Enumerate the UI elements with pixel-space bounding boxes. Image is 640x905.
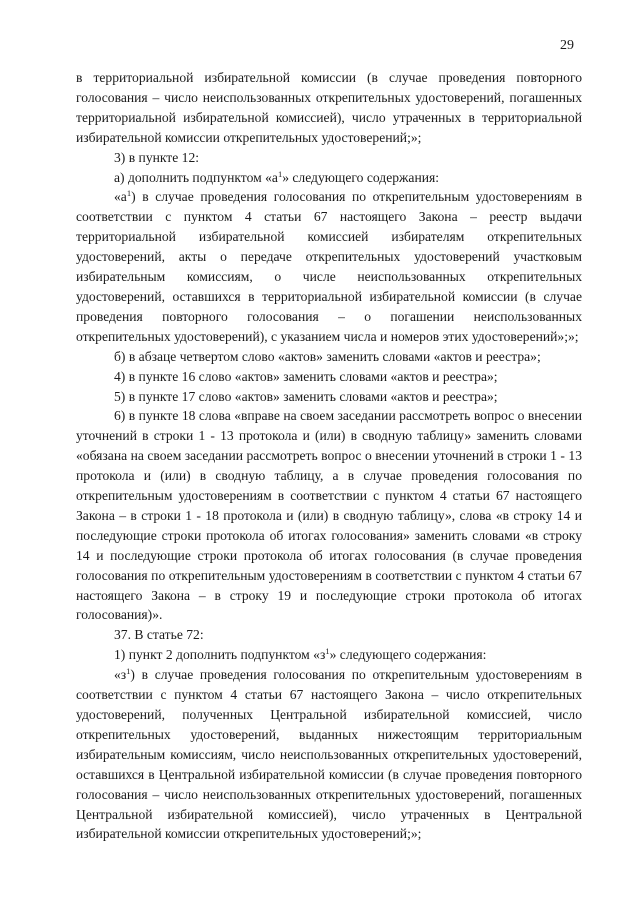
paragraph-item-3b: б) в абзаце четвертом слово «актов» заменить словами «актов и реестра»;	[114, 348, 541, 364]
superscript: 1	[126, 666, 131, 677]
paragraph-item-1	[76, 645, 582, 665]
text-fragment: ) в случае проведения голосования по открепительным удостоверениям в соответствии с пунктом 4 статьи 67 настоящего Закона – реестр выдачи территориальной избирательной комиссией избирателям открепительных удостоверений, акты о передаче открепительных удостоверений участковым избирательным комиссиям, о числе неиспользованных открепительных удостоверений, оставшихся в территориальной избирательной комиссии (в случае проведения повторного голосования – о погашении неиспользованных открепительных удостоверений), с указанием числа и номеров этих удостоверений»;»;	[76, 189, 582, 344]
text-fragment: «з	[114, 667, 127, 683]
paragraph-quote-z1	[76, 665, 582, 844]
text-fragment: а) дополнить подпунктом «а	[114, 169, 278, 185]
paragraph-item-4: 4) в пункте 16 слово «актов» заменить словами «актов и реестра»;	[114, 368, 498, 384]
text-fragment: » следующего содержания:	[282, 169, 440, 185]
superscript: 1	[277, 168, 283, 179]
text-fragment: ) в случае проведения голосования по открепительным удостоверениям в соответствии с пунктом 4 статьи 67 настоящего Закона – число открепительных удостоверений, полученных Центральной избирательной комиссией, число открепительных удостоверений, выданных нижестоящим территориальным избирательным комиссиям, число неиспользованных открепительных удостоверений, оставшихся в Центральной избирательной комиссии (в случае проведения повторного голосования – число неиспользованных открепительных удостоверений, погашенных Центральной избирательной комиссией), число утраченных в Центральной избирательной комиссии открепительных удостоверений;»;	[76, 667, 582, 842]
paragraph-item-5: 5) в пункте 17 слово «актов» заменить словами «актов и реестра»;	[114, 388, 498, 404]
paragraph-continuation: в территориальной избирательной комиссии (в случае проведения повторного голосования – число неиспользованных открепительных удостоверений, погашенных территориальной избирательной комиссией), число утраченных в территориальной избирательной комиссии открепительных удостоверений;»;	[76, 70, 582, 145]
paragraph-quote-a1	[76, 187, 582, 346]
paragraph-item-3a	[76, 168, 582, 188]
text-fragment: 1) пункт 2 дополнить подпунктом «з	[114, 647, 326, 663]
paragraph-item-3: 3) в пункте 12:	[114, 149, 200, 165]
document-body	[76, 68, 582, 844]
paragraph-article-37: 37. В статье 72:	[114, 627, 204, 643]
superscript: 1	[325, 646, 330, 657]
page-number: 29	[560, 38, 574, 53]
text-fragment: «а	[114, 189, 127, 205]
paragraph-item-6: 6) в пункте 18 слова «вправе на своем заседании рассмотреть вопрос о внесении уточнений в строки 1 - 13 протокола и (или) в сводную таблицу» заменить словами «обязана на своем заседании рассмотреть вопрос о внесении уточнений в строки 1 - 13 протокола и (или) в сводную таблицу, а в случае проведения голосования по открепительным удостоверениям в соответствии с пунктом 4 статьи 67 настоящего Закона – в строки 1 - 18 протокола и (или) в сводную таблицу», слова «в строку 14 и последующие строки протокола об итогах голосования» заменить словами «в строку 14 и последующие строки протокола об итогах голосования (в случае проведения голосования по открепительным удостоверениям в соответствии с пунктом 4 статьи 67 настоящего Закона – в строку 19 и последующие строки протокола об итогах голосования)».	[76, 408, 582, 623]
superscript: 1	[126, 188, 132, 199]
text-fragment: » следующего содержания:	[329, 647, 487, 663]
